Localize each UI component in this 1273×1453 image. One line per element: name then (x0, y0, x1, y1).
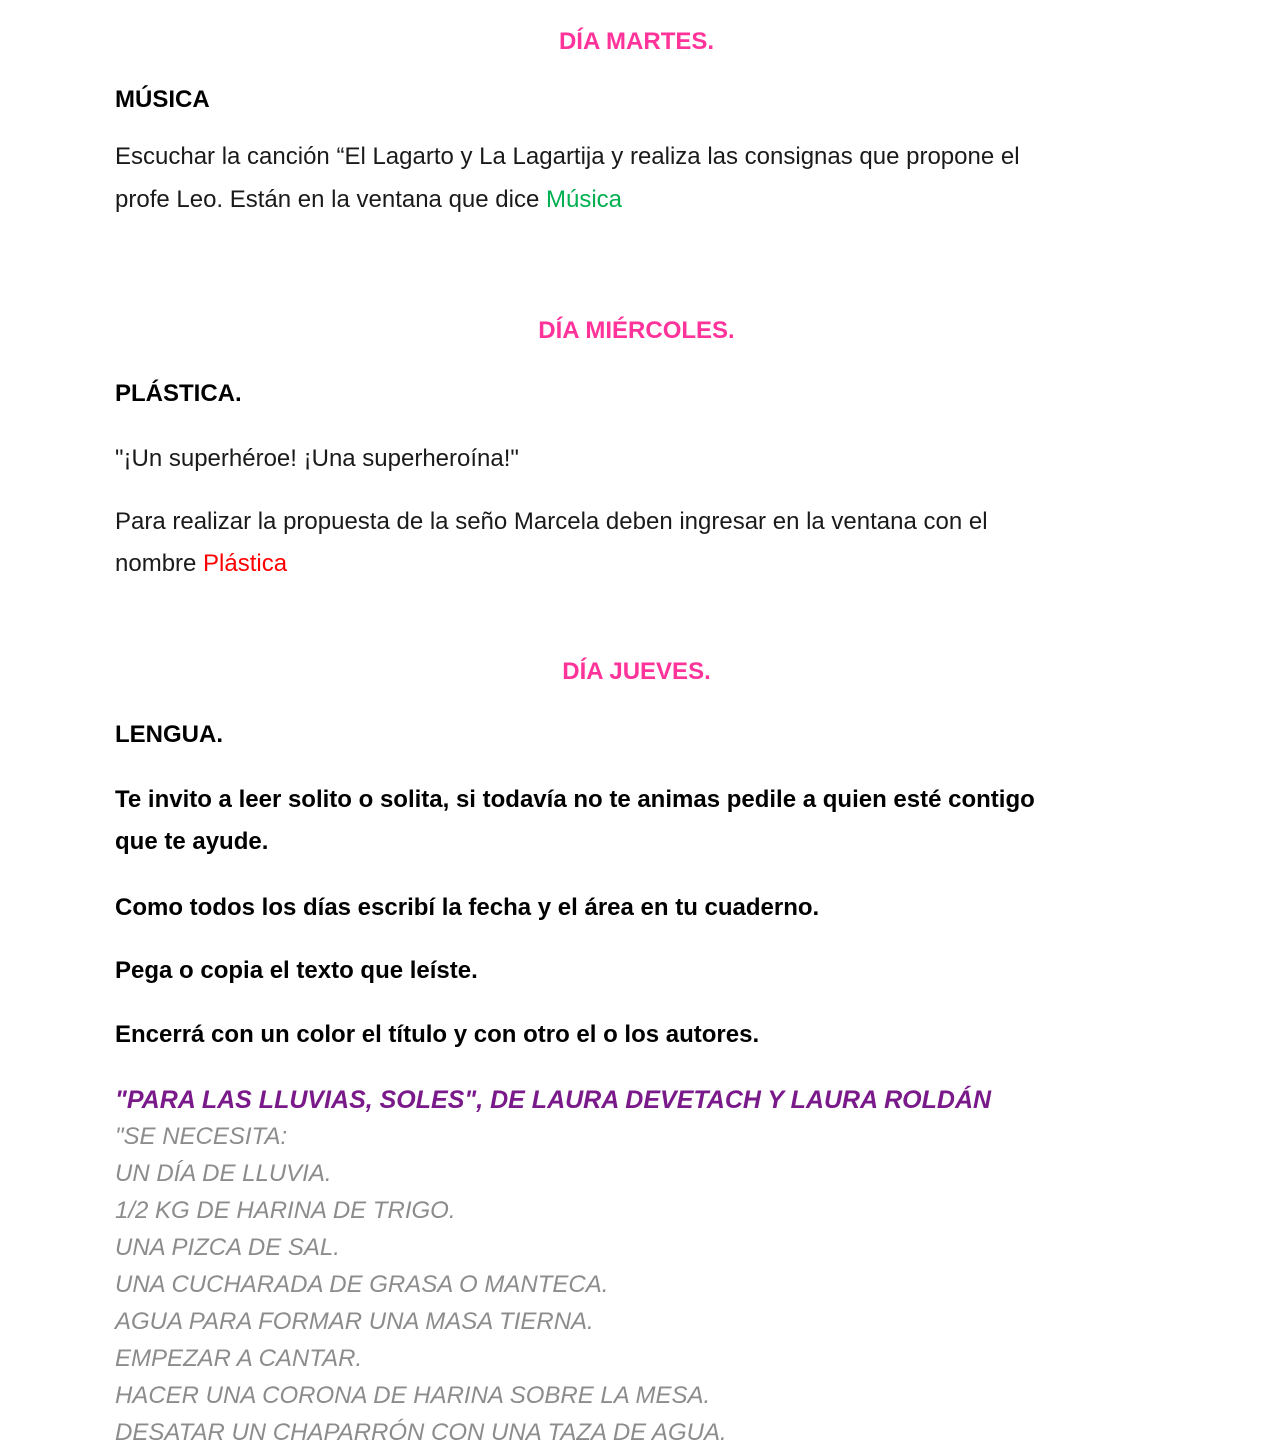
story-line: 1/2 KG DE HARINA DE TRIGO. (115, 1197, 456, 1224)
story-line: AGUA PARA FORMAR UNA MASA TIERNA. (115, 1308, 594, 1335)
story-line: DESATAR UN CHAPARRÓN CON UNA TAZA DE AGUA. (115, 1419, 727, 1446)
paragraph-plastica-line2 (115, 549, 287, 579)
story-line: UN DÍA DE LLUVIA. (115, 1160, 332, 1187)
instruction-line: Te invito a leer solito o solita, si todavía no te animas pedile a quien esté contigo (115, 786, 1035, 813)
activity-title-quote: "¡Un superhéroe! ¡Una superheroína!" (115, 445, 519, 472)
day-heading-miercoles: DÍA MIÉRCOLES. (538, 317, 735, 344)
subject-heading-lengua: LENGUA. (115, 721, 223, 748)
paragraph-musica-line2 (115, 185, 622, 215)
plastica-window-link[interactable]: Plástica (203, 550, 288, 577)
paragraph-plastica-text: nombre (115, 550, 204, 577)
story-line: "SE NECESITA: (115, 1123, 288, 1150)
story-line: UNA CUCHARADA DE GRASA O MANTECA. (115, 1271, 609, 1298)
subject-heading-musica: MÚSICA (115, 86, 210, 113)
paragraph-musica-text: profe Leo. Están en la ventana que dice (115, 186, 546, 213)
instruction-line: que te ayude. (115, 828, 269, 855)
day-heading-martes: DÍA MARTES. (558, 28, 715, 55)
instruction-line: Pega o copia el texto que leíste. (115, 957, 478, 984)
musica-window-link[interactable]: Música (545, 186, 623, 213)
story-line: HACER UNA CORONA DE HARINA SOBRE LA MESA. (115, 1382, 711, 1409)
subject-heading-plastica: PLÁSTICA. (115, 380, 242, 407)
instruction-line: Encerrá con un color el título y con otro el o los autores. (115, 1021, 760, 1048)
story-line: EMPEZAR A CANTAR. (115, 1345, 363, 1372)
paragraph-plastica-line1: Para realizar la propuesta de la seño Marcela deben ingresar en la ventana con el (115, 508, 988, 535)
day-heading-jueves: DÍA JUEVES. (562, 658, 711, 685)
story-line: UNA PIZCA DE SAL. (115, 1234, 340, 1261)
paragraph-musica-line1: Escuchar la canción “El Lagarto y La Lagartija y realiza las consignas que propone el (115, 143, 1020, 170)
story-title: "PARA LAS LLUVIAS, SOLES", DE LAURA DEVETACH Y LAURA ROLDÁN (115, 1086, 992, 1114)
instruction-line: Como todos los días escribí la fecha y el área en tu cuaderno. (115, 894, 820, 921)
